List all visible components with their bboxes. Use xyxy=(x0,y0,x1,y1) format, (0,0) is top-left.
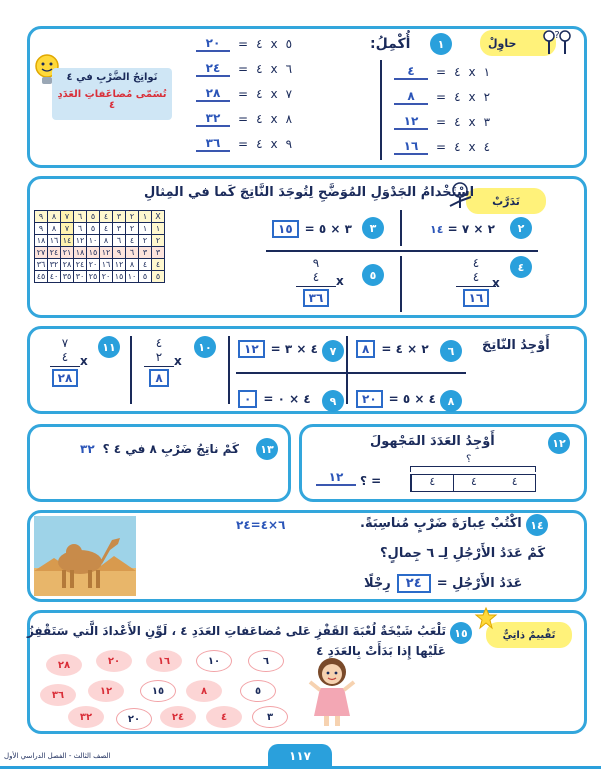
s3-divider-2 xyxy=(228,336,230,404)
q5-number: ٥ xyxy=(362,264,384,286)
q11-bottom: ٤ xyxy=(61,350,69,364)
page-number-tab xyxy=(268,744,332,768)
q1-left-factor-b: ٤ xyxy=(256,87,263,101)
multiplication-table xyxy=(34,210,165,283)
q1-left-factor-a: ٥ xyxy=(285,37,293,51)
q7-expr-text: ٤ × ٣ = xyxy=(270,342,318,356)
q14-title: اكْتُبْ عِبارَةَ ضَرْبٍ مُناسِبَةً. xyxy=(360,516,522,531)
table-cell: ٢ xyxy=(139,235,152,247)
q1-left-times-sign: x xyxy=(270,87,278,101)
q10-vertical xyxy=(144,336,174,387)
table-cell: ٨ xyxy=(100,235,113,247)
q14-expression[interactable]: ٦×٤=٢٤ xyxy=(236,518,286,532)
q1-number: ١ xyxy=(430,33,452,55)
q4-vertical xyxy=(456,256,496,307)
table-cell: ١٥ xyxy=(113,271,126,283)
jump-circle[interactable]: ٢٨ xyxy=(46,654,82,676)
jump-circle[interactable]: ٣٢ xyxy=(68,706,104,728)
q1-left-equals-sign: = xyxy=(238,37,249,51)
q1-divider xyxy=(380,60,382,160)
s3-h-divider xyxy=(236,372,466,374)
q8-expr-text: ٤ × ٥ = xyxy=(388,392,436,406)
q1-left-times-sign: x xyxy=(270,137,278,151)
q5-top: ٩ xyxy=(312,256,320,270)
q1-left-row xyxy=(196,86,292,102)
svg-text:?: ? xyxy=(554,30,560,41)
s3-divider-3 xyxy=(346,336,348,404)
q1-right-factor-a: ٤ xyxy=(483,140,491,154)
q1-left-times-sign: x xyxy=(270,62,278,76)
practice-h-divider xyxy=(266,250,538,252)
hawil-label: حاوِلْ xyxy=(488,36,517,50)
q6-expr-text: ٢ × ٤ = xyxy=(381,342,429,356)
table-cell: ٤ xyxy=(100,211,113,223)
table-cell: ٤ xyxy=(152,259,165,271)
q12-bar xyxy=(410,474,536,492)
q11-top: ٧ xyxy=(61,336,69,350)
q1-right-factor-a: ١ xyxy=(483,65,491,79)
q5-bottom: ٤ xyxy=(312,270,320,284)
q1-left-row xyxy=(196,36,292,52)
q10-op: x xyxy=(174,354,182,368)
table-cell: ٧ xyxy=(61,223,74,235)
q13-text: كَمْ ناتِجُ ضَرْبِ ٨ في ٤ ؟ xyxy=(102,442,240,456)
q1-left-equals-sign: = xyxy=(238,112,249,126)
q1-right-answer[interactable]: ١٢ xyxy=(394,114,428,130)
table-cell: ٢٥ xyxy=(87,271,100,283)
q8-answer-box[interactable]: ٢٠ xyxy=(356,390,383,408)
table-cell: ٣ xyxy=(152,247,165,259)
q1-right-equals-sign: = xyxy=(436,115,447,129)
q1-title: أُكْمِلُ: xyxy=(370,36,411,52)
q1-left-row xyxy=(196,61,292,77)
q15-text-line-2: عَلَيْها إِذا بَدَأَتْ بِالعَدَدِ ٤ xyxy=(316,644,446,658)
table-row xyxy=(35,235,165,247)
table-cell: ٤ xyxy=(139,259,152,271)
jump-circle[interactable]: ٣ xyxy=(252,706,288,728)
q2-expr-text: ٢ × ٧ = xyxy=(447,222,495,236)
note-line-2: تُسَمّى مُضاعَفاتِ العَدَدِ ٤ xyxy=(57,89,167,111)
table-cell: ٣ xyxy=(113,223,126,235)
q12-total-mark: ؟ xyxy=(466,454,472,465)
table-cell: ٨ xyxy=(126,259,139,271)
q6-answer-box[interactable]: ٨ xyxy=(356,340,375,358)
table-cell: ٣٦ xyxy=(35,259,48,271)
q9-expr xyxy=(238,390,311,408)
q1-right-factor-b: ٤ xyxy=(454,115,461,129)
multiples-note xyxy=(52,68,172,120)
q1-left-equals-sign: = xyxy=(238,87,249,101)
jump-circle[interactable]: ٤ xyxy=(206,706,242,728)
q1-left-times-sign: x xyxy=(270,37,278,51)
jump-circle[interactable]: ٢٠ xyxy=(116,708,152,730)
q5-answer-box[interactable]: ٣٦ xyxy=(303,289,330,307)
table-cell: ١ xyxy=(139,211,152,223)
table-cell: ١٨ xyxy=(35,235,48,247)
find-result-title: أَوْجِدُ النّاتِجَ xyxy=(482,338,550,353)
q7-number: ٧ xyxy=(322,340,344,362)
table-cell: ٢١ xyxy=(61,247,74,259)
q12-cell-3: ٤ xyxy=(511,475,518,488)
q1-right-row xyxy=(394,139,490,155)
q1-left-equals-sign: = xyxy=(238,137,249,151)
table-cell: ٤٥ xyxy=(35,271,48,283)
table-cell: ٢ xyxy=(126,211,139,223)
table-cell: ٢٠ xyxy=(100,271,113,283)
q12-title: أَوْجِدُ العَدَدَ المَجْهولَ xyxy=(370,434,495,449)
q1-right-factor-a: ٣ xyxy=(483,115,491,129)
q15-text-line-1: تَلْعَبُ شَيْخَةٌ لُعْبَةَ القَفْزِ عَلى مُضاعَفاتِ العَدَدِ ٤ ، لَوِّنِ الأَعْدادَ الَّتي سَتَقْفِزُ xyxy=(26,624,446,638)
q1-left-factor-a: ٦ xyxy=(285,62,293,76)
table-cell: ١ xyxy=(139,223,152,235)
table-cell: ١٨ xyxy=(74,247,87,259)
q14-number: ١٤ xyxy=(526,514,548,536)
q1-left-answer[interactable]: ٢٠ xyxy=(196,36,230,52)
jump-circle[interactable]: ١٠ xyxy=(196,650,232,672)
jump-circle[interactable]: ٨ xyxy=(186,680,222,702)
jump-circle[interactable]: ٥ xyxy=(240,680,276,702)
q1-left-factor-b: ٤ xyxy=(256,37,263,51)
q11-op: x xyxy=(80,354,88,368)
q3-answer-box[interactable]: ١٥ xyxy=(272,220,299,238)
q1-left-equals-sign: = xyxy=(238,62,249,76)
q1-right-times-sign: x xyxy=(468,65,476,79)
table-cell: ١٢ xyxy=(74,235,87,247)
table-cell: ٤٠ xyxy=(48,271,61,283)
q2-number: ٢ xyxy=(510,217,532,239)
q7-expr xyxy=(238,340,318,358)
table-cell: ٢٤ xyxy=(48,247,61,259)
table-cell: ٢٧ xyxy=(35,247,48,259)
q1-left-answer[interactable]: ٢٤ xyxy=(196,61,230,77)
q1-left-answer[interactable]: ٢٨ xyxy=(196,86,230,102)
q9-expr-text: ٤ × ٠ = xyxy=(263,392,311,406)
table-cell: ١٦ xyxy=(48,235,61,247)
q1-left-factor-a: ٧ xyxy=(285,87,293,101)
q4-answer-box[interactable]: ١٦ xyxy=(463,289,490,307)
table-row xyxy=(35,211,165,223)
q1-right-row xyxy=(394,114,490,130)
practice-v-divider-bottom xyxy=(400,256,402,312)
q1-right-equals-sign: = xyxy=(436,65,447,79)
practice-title: اسْتَخْدامُ الجَدْوَلِ المُوَضَّحِ لِتُوجَدَ النَّاتِجَ كَما في المِثالِ xyxy=(144,185,475,200)
q3-number: ٣ xyxy=(362,217,384,239)
table-cell: ١٠ xyxy=(87,235,100,247)
q1-right-times-sign: x xyxy=(468,115,476,129)
q4-op: x xyxy=(492,276,500,290)
q8-number: ٨ xyxy=(440,390,462,412)
q13-answer[interactable]: ٣٢ xyxy=(80,442,95,456)
q1-left-factor-a: ٩ xyxy=(285,137,293,151)
note-line-1: نَواتِجُ الضَّرْبِ في ٤ xyxy=(66,72,158,83)
table-cell: ٢ xyxy=(152,235,165,247)
q14-answer-box[interactable]: ٢٤ xyxy=(397,574,431,593)
q14-question: كَمْ عَدَدُ الأَرْجُلِ لِـ ٦ جِمالٍ؟ xyxy=(380,546,546,561)
table-cell: ٨ xyxy=(48,211,61,223)
self-assess-label: تَقْييمٌ ذاتِيٌّ xyxy=(502,629,556,641)
q12-cell-1: ٤ xyxy=(411,475,453,491)
q11-number: ١١ xyxy=(98,336,120,358)
jump-circle[interactable]: ٢٠ xyxy=(96,650,132,672)
table-row xyxy=(35,223,165,235)
q5-vertical xyxy=(296,256,336,307)
q1-left-factor-b: ٤ xyxy=(256,62,263,76)
practice-badge xyxy=(466,188,546,214)
q10-answer-box[interactable]: ٨ xyxy=(149,369,168,387)
table-cell: ٣٥ xyxy=(61,271,74,283)
q12-answer[interactable]: ١٢ xyxy=(316,470,356,486)
q14-answer-label: عَدَدُ الأَرْجُلِ = xyxy=(436,576,523,591)
q10-top: ٤ xyxy=(155,336,163,350)
table-cell: ١٠ xyxy=(126,271,139,283)
table-cell: ٢٤ xyxy=(74,259,87,271)
q12-eq: = ؟ xyxy=(360,474,382,488)
q1-right-factor-b: ٤ xyxy=(454,65,461,79)
star-icon xyxy=(474,606,498,630)
practice-v-divider-top xyxy=(400,210,402,246)
table-cell: ٨ xyxy=(48,223,61,235)
jump-circle[interactable]: ١٢ xyxy=(88,680,124,702)
q3-expr-text: ٣ × ٥ = xyxy=(304,222,352,236)
practice-label: تَدَرَّبْ xyxy=(492,194,520,208)
q2-expr xyxy=(430,222,495,236)
q7-answer-box[interactable]: ١٢ xyxy=(238,340,265,358)
q6-number: ٦ xyxy=(440,340,462,362)
table-row xyxy=(35,247,165,259)
q12-total-brace xyxy=(410,466,536,472)
q1-left-times-sign: x xyxy=(270,112,278,126)
book-title: الصف الثالث - الفصل الدراسي الأول xyxy=(4,752,111,760)
q1-left-factor-a: ٨ xyxy=(285,112,293,126)
table-cell: ٢٠ xyxy=(87,259,100,271)
q1-right-equals-sign: = xyxy=(436,90,447,104)
q12-cell-2: ٤ xyxy=(453,475,495,491)
table-cell: ٥ xyxy=(87,223,100,235)
jump-circle[interactable]: ٣٦ xyxy=(40,684,76,706)
table-cell: ٣٠ xyxy=(74,271,87,283)
q1-right-answer[interactable]: ١٦ xyxy=(394,139,428,155)
q3-expr xyxy=(272,220,352,238)
q1-left-factor-b: ٤ xyxy=(256,112,263,126)
q9-number: ٩ xyxy=(322,390,344,412)
q1-left-answer[interactable]: ٣٢ xyxy=(196,111,230,127)
jump-circle[interactable]: ٦ xyxy=(248,650,284,672)
table-cell: ٦ xyxy=(126,247,139,259)
q1-left-row xyxy=(196,136,292,152)
q1-right-answer[interactable]: ٨ xyxy=(394,89,428,105)
q14-unit: رِجْلًا xyxy=(364,576,391,591)
q8-expr xyxy=(356,390,436,408)
table-cell: ٥ xyxy=(152,271,165,283)
q1-right-factor-a: ٢ xyxy=(483,90,491,104)
q1-right-answer[interactable]: ٤ xyxy=(394,64,428,80)
table-cell: ٣ xyxy=(113,211,126,223)
table-cell: ٧ xyxy=(61,211,74,223)
q1-right-times-sign: x xyxy=(468,90,476,104)
self-assess-badge xyxy=(486,622,572,648)
q1-left-row xyxy=(196,111,292,127)
q1-right-row xyxy=(394,64,490,80)
table-cell: ٩ xyxy=(35,223,48,235)
girl-illustration xyxy=(306,656,358,730)
table-cell: ٤ xyxy=(126,235,139,247)
table-cell: ١٤ xyxy=(61,235,74,247)
q14-answer-row xyxy=(364,574,522,593)
jump-circle[interactable]: ١٥ xyxy=(140,680,176,702)
section-q13 xyxy=(27,424,291,502)
footer-line xyxy=(0,766,601,769)
q1-left-answer[interactable]: ٣٦ xyxy=(196,136,230,152)
q11-answer-box[interactable]: ٢٨ xyxy=(52,369,79,387)
q13-question xyxy=(80,442,239,456)
s3-divider-1 xyxy=(130,336,132,404)
q5-op: x xyxy=(336,274,344,288)
table-row xyxy=(35,271,165,283)
table-cell: ١٢ xyxy=(100,247,113,259)
q9-answer-box[interactable]: ٠ xyxy=(238,390,257,408)
table-cell: ١ xyxy=(152,223,165,235)
q6-expr xyxy=(356,340,429,358)
q2-answer: ١٤ xyxy=(430,223,444,236)
table-cell: ٢ xyxy=(126,223,139,235)
camel-illustration xyxy=(34,516,136,596)
table-cell: ٣٢ xyxy=(48,259,61,271)
q12-number: ١٢ xyxy=(548,432,570,454)
table-cell: ١٥ xyxy=(87,247,100,259)
q10-number: ١٠ xyxy=(194,336,216,358)
q4-number: ٤ xyxy=(510,256,532,278)
table-cell: ٥ xyxy=(139,271,152,283)
table-cell: ١٢ xyxy=(113,259,126,271)
jump-circle[interactable]: ٢٤ xyxy=(160,706,196,728)
q1-right-factor-b: ٤ xyxy=(454,90,461,104)
table-cell: ٣ xyxy=(139,247,152,259)
page-number: ١١٧ xyxy=(289,749,311,763)
table-cell: ٦ xyxy=(74,211,87,223)
q15-number: ١٥ xyxy=(450,622,472,644)
table-cell: ٦ xyxy=(113,235,126,247)
table-cell: ٥ xyxy=(87,211,100,223)
q1-right-equals-sign: = xyxy=(436,140,447,154)
think-kids-icon xyxy=(540,28,574,58)
jump-circle[interactable]: ١٦ xyxy=(146,650,182,672)
q1-right-times-sign: x xyxy=(468,140,476,154)
q13-number: ١٣ xyxy=(256,438,278,460)
table-cell: ١٦ xyxy=(100,259,113,271)
q4-bottom: ٤ xyxy=(472,270,480,284)
table-cell: ٤ xyxy=(100,223,113,235)
q10-bottom: ٢ xyxy=(155,350,163,364)
table-cell: X xyxy=(152,211,165,223)
q1-right-row xyxy=(394,89,490,105)
q4-top: ٤ xyxy=(472,256,480,270)
table-cell: ٩ xyxy=(113,247,126,259)
table-cell: ٢٨ xyxy=(61,259,74,271)
q11-vertical xyxy=(50,336,80,387)
q1-left-factor-b: ٤ xyxy=(256,137,263,151)
table-cell: ٩ xyxy=(35,211,48,223)
q1-right-factor-b: ٤ xyxy=(454,140,461,154)
table-cell: ٦ xyxy=(74,223,87,235)
table-row xyxy=(35,259,165,271)
